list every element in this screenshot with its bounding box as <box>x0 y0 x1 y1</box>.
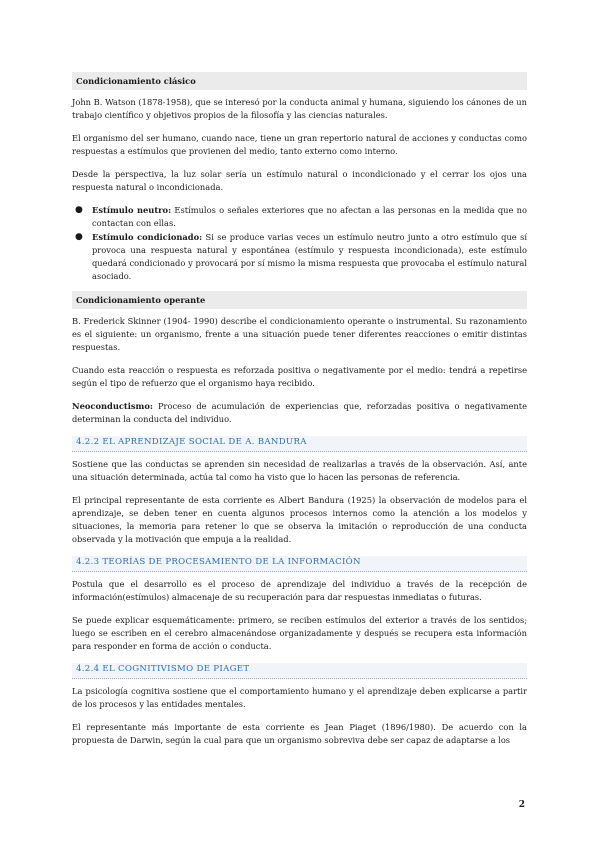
term-text: Estímulos o señales exteriores que no afectan a las personas en la medida que no contactan con ellas. <box>92 205 527 228</box>
list-item <box>72 204 527 230</box>
paragraph: Desde la perspectiva, la luz solar sería un estímulo natural o incondicionado y el cerrar los ojos una respuesta natural o incondicionada. <box>72 169 527 192</box>
list-item <box>72 231 527 283</box>
section-heading-piaget: 4.2.4 EL COGNITIVISMO DE PIAGET <box>72 663 527 679</box>
paragraph: El organismo del ser humano, cuando nace, tiene un gran repertorio natural de acciones y conductas como respuestas a estímulos que provienen del medio, tanto externo como interno. <box>72 133 527 156</box>
section-heading-bandura: 4.2.2 EL APRENDIZAJE SOCIAL DE A. BANDURA <box>72 436 527 452</box>
paragraph: Postula que el desarrollo es el proceso de aprendizaje del individuo a través de la recepción de información(estímulos) almacenaje de su recuperación para dar respuestas inmediatas o futuras. <box>72 579 527 602</box>
page-content <box>72 66 527 757</box>
paragraph: B. Frederick Skinner (1904- 1990) describe el condicionamiento operante o instrumental. Su razonamiento es el siguiente: un organismo, frente a una situación puede tener diferentes reacciones o emitir distintas respuestas. <box>72 316 527 352</box>
bullet-icon: ● <box>75 205 83 215</box>
paragraph: El representante más importante de esta corriente es Jean Piaget (1896/1980). De acuerdo con la propuesta de Darwin, según la cual para que un organismo sobreviva debe ser capaz de adaptarse a los <box>72 722 527 745</box>
paragraph: La psicología cognitiva sostiene que el comportamiento humano y el aprendizaje deben explicarse a partir de los procesos y las entidades mentales. <box>72 686 527 709</box>
term-label: Estímulo condicionado: <box>92 232 203 242</box>
term-text: Si se produce varias veces un estímulo neutro junto a otro estímulo que sí provoca una respuesta natural y espontánea (estímulo y respuesta incondicionada), este estímulo quedará condicionado y provocará por sí mismo la misma respuesta que provocaba el estímulo natural asociado. <box>92 232 527 281</box>
section-heading-processing: 4.2.3 TEORÍAS DE PROCESAMIENTO DE LA INFORMACIÓN <box>72 556 527 572</box>
term-label: Neoconductismo: <box>72 401 153 411</box>
paragraph: Cuando esta reacción o respuesta es reforzada positiva o negativamente por el medio: tendrá a repetirse según el tipo de refuerzo que el organismo haya recibido. <box>72 365 527 388</box>
section-heading-classical: Condicionamiento clásico <box>72 72 527 90</box>
paragraph: John B. Watson (1878-1958), que se interesó por la conducta animal y humana, siguiendo los cánones de un trabajo científico y objetivos propios de la filosofía y las ciencias naturales. <box>72 97 527 120</box>
section-heading-operant: Condicionamiento operante <box>72 291 527 309</box>
paragraph: Se puede explicar esquemáticamente: primero, se reciben estímulos del exterior a través de los sentidos; luego se escriben en el cerebro almacenándose organizadamente y después se recupera esta información para responder en forma de acción o conducta. <box>72 615 527 651</box>
paragraph <box>72 400 527 426</box>
term-label: Estímulo neutro: <box>92 205 172 215</box>
term-text: Proceso de acumulación de experiencias que, reforzadas positiva o negativamente determinan la conducta del individuo. <box>72 401 527 424</box>
bullet-list <box>72 204 527 283</box>
bullet-icon: ● <box>75 232 83 242</box>
paragraph: Sostiene que las conductas se aprenden sin necesidad de realizarlas a través de la observación. Así, ante una situación determinada, actúa tal como ha visto que lo hacen las personas de referencia. <box>72 459 527 482</box>
paragraph: El principal representante de esta corriente es Albert Bandura (1925) la observación de modelos para el aprendizaje, se deben tener en cuenta algunos procesos internos como la atención a los modelos y situaciones, la memoria para retener lo que se observa la imitación o reproducción de una conducta observada y la motivación que empuja a la realidad. <box>72 495 527 544</box>
page-number: 2 <box>518 800 525 810</box>
